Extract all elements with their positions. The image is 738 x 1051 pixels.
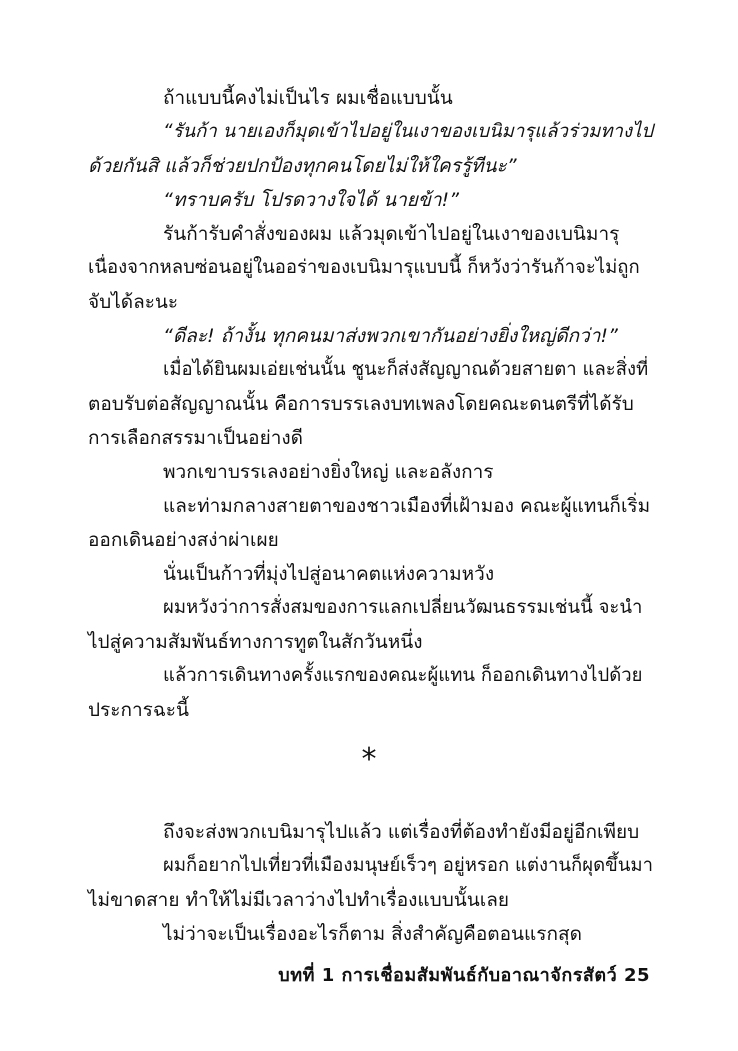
text-line: จับได้ละนะ [88, 291, 179, 313]
text-line: ประการฉะนี้ [88, 699, 189, 721]
text-line: นั่นเป็นก้าวที่มุ่งไปสู่อนาคตแห่งความหวัง [163, 563, 495, 585]
dialogue-line: “ทราบครับ โปรดวางใจได้ นายข้า!” [163, 189, 459, 211]
dialogue-line: “ดีละ! ถ้างั้น ทุกคนมาส่งพวกเขากันอย่างยิ่งใหญ่ดีกว่า!” [163, 325, 618, 347]
text-line: การเลือกสรรมาเป็นอย่างดี [88, 427, 304, 449]
text-line: และท่ามกลางสายตาของชาวเมืองที่เฝ้ามอง คณะผู้แทนก็เริ่ม [163, 495, 651, 517]
text-line: ผมหวังว่าการสั่งสมของการแลกเปลี่ยนวัฒนธรรมเช่นนี้ จะนำ [163, 597, 643, 618]
text-block-upper [88, 81, 654, 727]
dialogue-line: ด้วยกันสิ แล้วก็ช่วยปกป้องทุกคนโดยไม่ให้ใครรู้ทีนะ” [88, 155, 517, 177]
text-line: รันก้ารับคำสั่งของผม แล้วมุดเข้าไปอยู่ในเงาของเบนิมารุ [163, 223, 620, 245]
text-line: ออกเดินอย่างสง่าผ่าเผย [88, 529, 279, 551]
scene-break-asterisk: * [361, 742, 377, 777]
text-block-lower [88, 815, 654, 951]
text-line: ผมก็อยากไปเที่ยวที่เมืองมนุษย์เร็วๆ อยู่หรอก แต่งานก็ผุดขึ้นมา [163, 855, 653, 876]
text-line: แล้วการเดินทางครั้งแรกของคณะผู้แทน ก็ออกเดินทางไปด้วย [163, 665, 643, 686]
text-line: ถึงจะส่งพวกเบนิมารุไปแล้ว แต่เรื่องที่ต้องทำยังมีอยู่อีกเพียบ [163, 821, 640, 843]
text-line: ไม่ขาดสาย ทำให้ไม่มีเวลาว่างไปทำเรื่องแบบนั้นเลย [88, 889, 510, 911]
text-line: พวกเขาบรรเลงอย่างยิ่งใหญ่ และอลังการ [163, 461, 494, 483]
text-line: เมื่อได้ยินผมเอ่ยเช่นนั้น ชูนะก็ส่งสัญญาณด้วยสายตา และสิ่งที่ [163, 359, 649, 380]
text-line: ไม่ว่าจะเป็นเรื่องอะไรก็ตาม สิ่งสำคัญคือตอนแรกสุด [163, 923, 582, 945]
text-line: ถ้าแบบนี้คงไม่เป็นไร ผมเชื่อแบบนั้น [163, 87, 453, 109]
page-footer: บทที่ 1 การเชื่อมสัมพันธ์กับอาณาจักรสัตว์ 25 [278, 965, 650, 986]
text-line: ไปสู่ความสัมพันธ์ทางการทูตในสักวันหนึ่ง [88, 631, 423, 653]
text-line: เนื่องจากหลบซ่อนอยู่ในออร่าของเบนิมารุแบบนี้ ก็หวังว่ารันก้าจะไม่ถูก [88, 257, 640, 278]
text-line: ตอบรับต่อสัญญาณนั้น คือการบรรเลงบทเพลงโดยคณะดนตรีที่ได้รับ [88, 393, 634, 415]
dialogue-line: “รันก้า นายเองก็มุดเข้าไปอยู่ในเงาของเบนิมารุแล้วร่วมทางไป [163, 121, 654, 142]
